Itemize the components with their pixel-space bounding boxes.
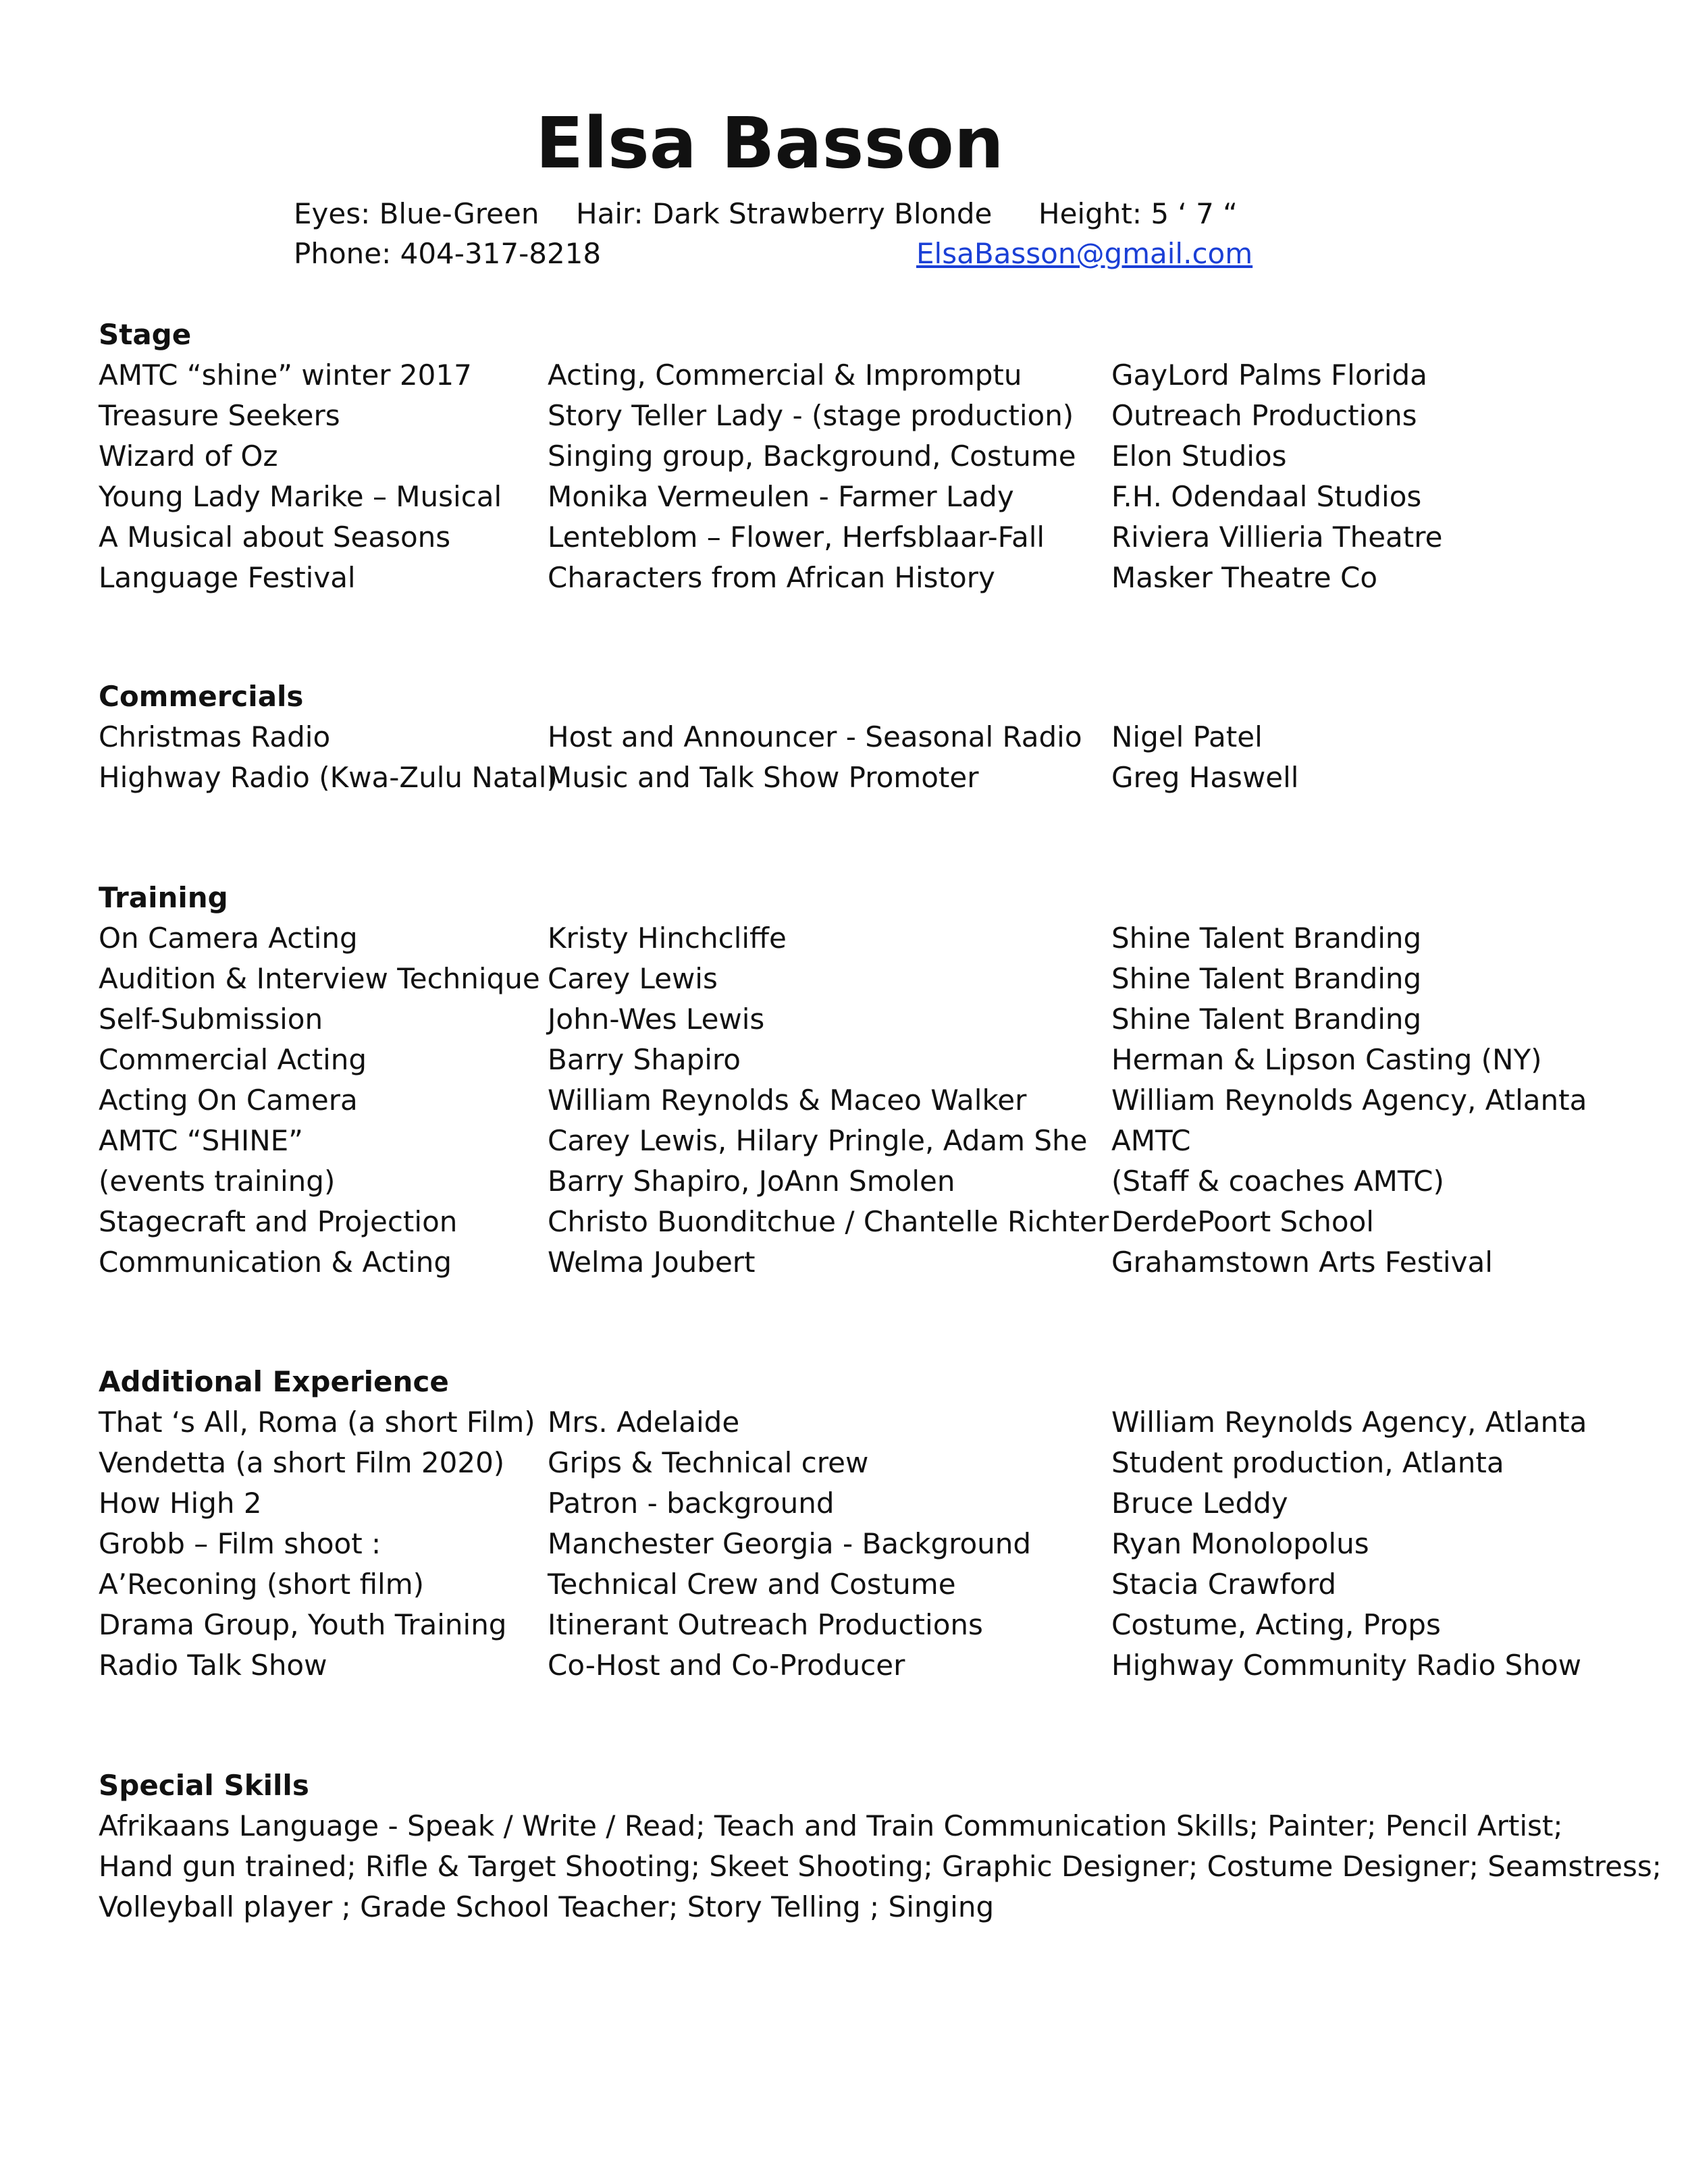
training-section <box>99 878 1604 1283</box>
institution: (Staff & coaches AMTC) <box>1111 1165 1444 1198</box>
institution: AMTC <box>1111 1124 1191 1157</box>
project: That ‘s All, Roma (a short Film) <box>99 1406 535 1439</box>
course: Acting On Camera <box>99 1084 358 1117</box>
company: Riviera Villieria Theatre <box>1111 521 1443 554</box>
role: Co-Host and Co-Producer <box>548 1649 905 1682</box>
role: Lenteblom – Flower, Herfsblaar-Fall <box>548 521 1045 554</box>
table-row <box>99 517 1604 558</box>
table-row <box>99 1524 1604 1564</box>
table-row <box>99 757 1604 798</box>
company: Bruce Leddy <box>1111 1487 1288 1520</box>
email-link[interactable]: ElsaBasson@gmail.com <box>916 237 1253 270</box>
stage-section <box>99 315 1604 598</box>
table-row <box>99 1242 1604 1283</box>
table-row <box>99 1161 1604 1202</box>
table-row <box>99 477 1604 517</box>
role: Grips & Technical crew <box>548 1446 869 1479</box>
table-row <box>99 1645 1604 1686</box>
table-row <box>99 1402 1604 1443</box>
production: Christmas Radio <box>99 720 331 753</box>
course: Audition & Interview Technique <box>99 962 540 995</box>
production: Young Lady Marike – Musical <box>99 480 502 513</box>
table-row <box>99 355 1604 396</box>
company: Costume, Acting, Props <box>1111 1608 1441 1641</box>
table-row <box>99 1040 1604 1080</box>
height-text: Height: 5 ‘ 7 “ <box>1038 197 1238 230</box>
table-row <box>99 1564 1604 1605</box>
section-title: Stage <box>99 318 192 351</box>
phone-text: Phone: 404-317-8218 <box>294 237 602 270</box>
course: Stagecraft and Projection <box>99 1205 458 1238</box>
instructor: Carey Lewis <box>548 962 718 995</box>
company: Highway Community Radio Show <box>1111 1649 1581 1682</box>
role: Host and Announcer - Seasonal Radio <box>548 720 1082 753</box>
instructor: John-Wes Lewis <box>548 1003 765 1036</box>
table-row <box>99 558 1604 598</box>
course: Commercial Acting <box>99 1043 367 1076</box>
instructor: Christo Buonditchue / Chantelle Richter <box>548 1205 1109 1238</box>
production: A Musical about Seasons <box>99 521 451 554</box>
course: (events training) <box>99 1165 336 1198</box>
company: Elon Studios <box>1111 440 1287 473</box>
section-title: Additional Experience <box>99 1365 449 1398</box>
additional-experience-section <box>99 1362 1604 1686</box>
project: A’Reconing (short film) <box>99 1568 425 1601</box>
course: Self-Submission <box>99 1003 323 1036</box>
eyes-text: Eyes: Blue-Green <box>294 197 539 230</box>
special-skills-section <box>99 1765 1662 1927</box>
instructor: Carey Lewis, Hilary Pringle, Adam She <box>548 1124 1088 1157</box>
institution: Grahamstown Arts Festival <box>1111 1246 1493 1279</box>
role: Manchester Georgia - Background <box>548 1527 1032 1560</box>
production: Treasure Seekers <box>99 399 340 432</box>
course: Communication & Acting <box>99 1246 452 1279</box>
skills-line: Volleyball player ; Grade School Teacher; Story Telling ; Singing <box>99 1890 995 1923</box>
institution: DerdePoort School <box>1111 1205 1374 1238</box>
section-title: Commercials <box>99 680 304 713</box>
role: Patron - background <box>548 1487 835 1520</box>
table-row <box>99 999 1604 1040</box>
role: Singing group, Background, Costume <box>548 440 1076 473</box>
role: Technical Crew and Costume <box>548 1568 956 1601</box>
section-title: Special Skills <box>99 1769 309 1802</box>
institution: Shine Talent Branding <box>1111 1003 1422 1036</box>
production: Wizard of Oz <box>99 440 278 473</box>
production: Language Festival <box>99 561 356 594</box>
skills-line: Afrikaans Language - Speak / Write / Read; Teach and Train Communication Skills; Painter; Pencil Artist; <box>99 1809 1563 1842</box>
project: Vendetta (a short Film 2020) <box>99 1446 505 1479</box>
table-row <box>99 959 1604 999</box>
institution: Shine Talent Branding <box>1111 962 1422 995</box>
company: Masker Theatre Co <box>1111 561 1378 594</box>
table-row <box>99 1605 1604 1645</box>
table-row <box>99 1080 1604 1121</box>
candidate-name: Elsa Basson <box>535 102 1004 184</box>
company: Ryan Monolopolus <box>1111 1527 1369 1560</box>
course: On Camera Acting <box>99 922 358 955</box>
table-row <box>99 717 1604 757</box>
project: Grobb – Film shoot : <box>99 1527 381 1560</box>
course: AMTC “SHINE” <box>99 1124 303 1157</box>
table-row <box>99 918 1604 959</box>
institution: Shine Talent Branding <box>1111 922 1422 955</box>
company: William Reynolds Agency, Atlanta <box>1111 1406 1587 1439</box>
role: Monika Vermeulen - Farmer Lady <box>548 480 1014 513</box>
instructor: Barry Shapiro <box>548 1043 741 1076</box>
project: Radio Talk Show <box>99 1649 327 1682</box>
production: AMTC “shine” winter 2017 <box>99 358 472 392</box>
instructor: Barry Shapiro, JoAnn Smolen <box>548 1165 955 1198</box>
project: Drama Group, Youth Training <box>99 1608 507 1641</box>
role: Itinerant Outreach Productions <box>548 1608 983 1641</box>
table-row <box>99 1202 1604 1242</box>
section-title: Training <box>99 881 228 914</box>
production: Highway Radio (Kwa-Zulu Natal) <box>99 761 558 794</box>
company: F.H. Odendaal Studios <box>1111 480 1422 513</box>
table-row <box>99 1483 1604 1524</box>
company: Greg Haswell <box>1111 761 1299 794</box>
institution: Herman & Lipson Casting (NY) <box>1111 1043 1542 1076</box>
project: How High 2 <box>99 1487 262 1520</box>
instructor: Kristy Hinchcliffe <box>548 922 787 955</box>
instructor: Welma Joubert <box>548 1246 756 1279</box>
company: Nigel Patel <box>1111 720 1263 753</box>
commercials-section <box>99 676 1604 798</box>
role: Acting, Commercial & Impromptu <box>548 358 1022 392</box>
table-row <box>99 436 1604 477</box>
role: Mrs. Adelaide <box>548 1406 740 1439</box>
company: GayLord Palms Florida <box>1111 358 1427 392</box>
role: Story Teller Lady - (stage production) <box>548 399 1074 432</box>
table-row <box>99 396 1604 436</box>
skills-line: Hand gun trained; Rifle & Target Shooting; Skeet Shooting; Graphic Designer; Costume Designer; Seamstress; <box>99 1850 1662 1883</box>
table-row <box>99 1443 1604 1483</box>
company: Student production, Atlanta <box>1111 1446 1504 1479</box>
instructor: William Reynolds & Maceo Walker <box>548 1084 1027 1117</box>
company: Outreach Productions <box>1111 399 1417 432</box>
company: Stacia Crawford <box>1111 1568 1337 1601</box>
role: Characters from African History <box>548 561 995 594</box>
institution: William Reynolds Agency, Atlanta <box>1111 1084 1587 1117</box>
role: Music and Talk Show Promoter <box>548 761 979 794</box>
hair-text: Hair: Dark Strawberry Blonde <box>576 197 993 230</box>
table-row <box>99 1121 1604 1161</box>
